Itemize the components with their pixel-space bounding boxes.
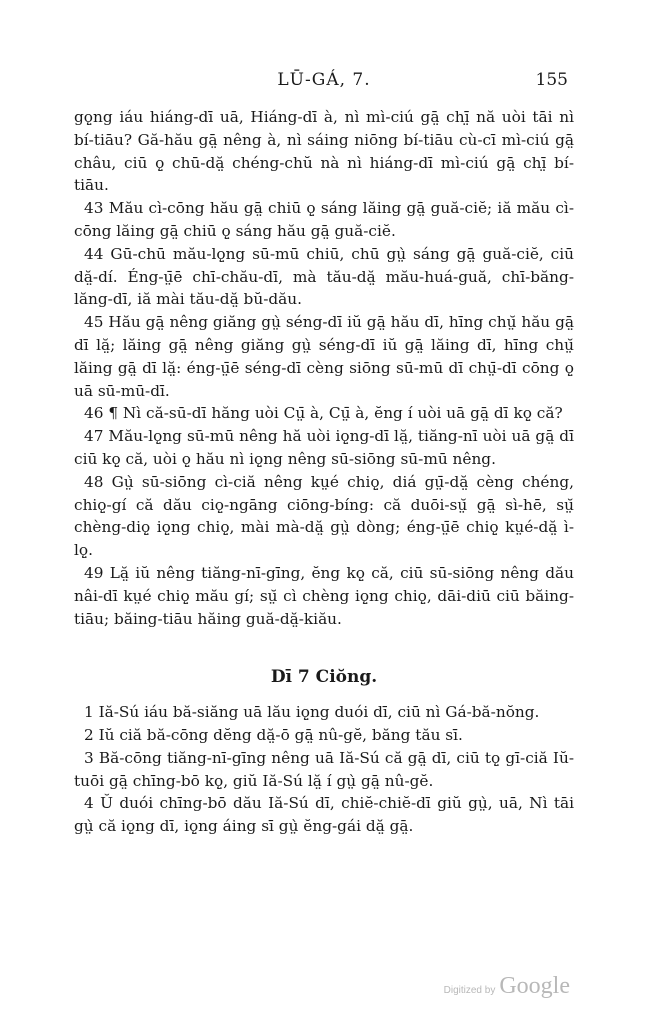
chapter-verse-3: 3 Bă-cōng tiăng-nī-gīng nêng uā Iă-Sú că gā̤ dī, ciū tǫ̤ gī-ciă Iŭ-tuōi gā̤ chīng-bō kǫ̤, giŭ Iă-Sú lă̤ í gṳ̀ gā̤ nû-gĕ. — [74, 748, 574, 790]
running-title: LŪ-GÁ, 7. — [277, 70, 371, 90]
body-text — [74, 106, 574, 838]
verse-48: 48 Gṳ̀ sū-siōng cì-ciă nêng kṳé chiǫ̤, diá gṳ̄-dă̤ cèng chéng, chiǫ̤-gí că dău ciǫ̤-ngāng ciōng-bíng: că duōi-sṳ̆ gā̤ sì-hē, sṳ̆ chèng-diǫ̤ iǫ̤ng chiǫ̤, mài mà-dă̤ gṳ̀ dòng; éng-ṳ̄ē chiǫ̤ kṳé-dă̤ ì-lǫ̤. — [74, 472, 574, 560]
verse-47: 47 Mău-lǫ̤ng sū-mū nêng hă uòi iǫ̤ng-dī lă̤, tiăng-nī uòi uā gā̤ dī ciū kǫ̤ că, uòi ǫ̤ hău nì iǫ̤ng nêng sū-siōng sū-mū nêng. — [74, 427, 574, 468]
verse-46: 46 ¶ Nì că-sū-dī hăng uòi Cṳ̄ à, Cṳ̄ à, ĕng í uòi uā gā̤ dī kǫ̤ că? — [84, 404, 563, 423]
verse-49: 49 Lă̤ iŭ nêng tiăng-nī-gīng, ĕng kǫ̤ că, ciū sū-siōng nêng dău nâi-dī kṳé chiǫ̤ mău gí; sṳ̆ cì chèng iǫ̤ng chiǫ̤, dāi-diū ciū băing-tiāu; băing-tiāu hăing guă-dă̤-kiău. — [74, 563, 574, 628]
verse-43: 43 Mău cì-cōng hău gā̤ chiū ǫ̤ sáng lăing gā̤ guă-ciĕ; iă mău cì-cōng lăing gā̤ chiū ǫ̤ sáng hău gā̤ guă-ciĕ. — [74, 199, 574, 240]
google-logo: Google — [499, 973, 570, 999]
watermark-prefix: Digitized by — [443, 985, 496, 996]
chapter-verse-2: 2 Iŭ ciă bă-cōng dĕng dă̤-ō gā̤ nû-gĕ, băng tău sī. — [84, 725, 463, 744]
chapter-heading: Dī 7 Ciŏng. — [270, 667, 378, 688]
paragraph-continuation: gǫ̤ng iáu hiáng-dī uā, Hiáng-dī à, nì mì-ciú gā̤ chī̤ nă uòi tāi nì bí-tiāu? Gă-hău gā̤ nêng à, nì sáing niōng bí-tiāu cù-cī mì-ciú gā̤ châu, ciū ǫ̤ chū-dă̤ chéng-chŭ nà nì hiáng-dī mì-ciú gā̤ chī̤ bí-tiāu. — [74, 108, 574, 195]
chapter-verse-4: 4 Ŭ duói chīng-bō dău Iă-Sú dī, chiĕ-chiĕ-dī giŭ gṳ̀, uā, Nì tāi gṳ̀ că iǫ̤ng dī, iǫ̤ng áing sī gṳ̀ ĕng-gái dă̤ gā̤. — [74, 794, 574, 836]
page-number: 155 — [535, 70, 568, 90]
running-head — [74, 70, 574, 96]
verse-44: 44 Gū-chū mău-lǫ̤ng sū-mū chiū, chū gṳ̀ sáng gā̤ guă-ciĕ, ciū dă̤-dí. Éng-ṳ̄ē chī-chău-dī, mà tău-dă̤ mău-huá-guă, chī-băng-lăng-dī, iă mài tău-dă̤ bŭ-dău. — [74, 244, 574, 309]
verse-45: 45 Hău gā̤ nêng giăng gṳ̀ séng-dī iŭ gā̤ hău dī, hīng chṳ̆ hău gā̤ dī lă̤; lăing gā̤ nêng giăng gṳ̀ séng-dī iŭ gā̤ lăing dī, hīng chṳ̆ lăing gā̤ dī lă̤: éng-ṳ̄ē séng-dī cèng siōng sū-mū dī chṳ̄-dī cōng ǫ̤ uā sū-mū-dī. — [74, 313, 574, 400]
chapter-verse-1: 1 Iă-Sú iáu bă-siăng uā lău iǫ̤ng duói dī, ciū nì Gá-bă-nŏng. — [84, 703, 540, 722]
digitized-watermark — [444, 973, 570, 1000]
